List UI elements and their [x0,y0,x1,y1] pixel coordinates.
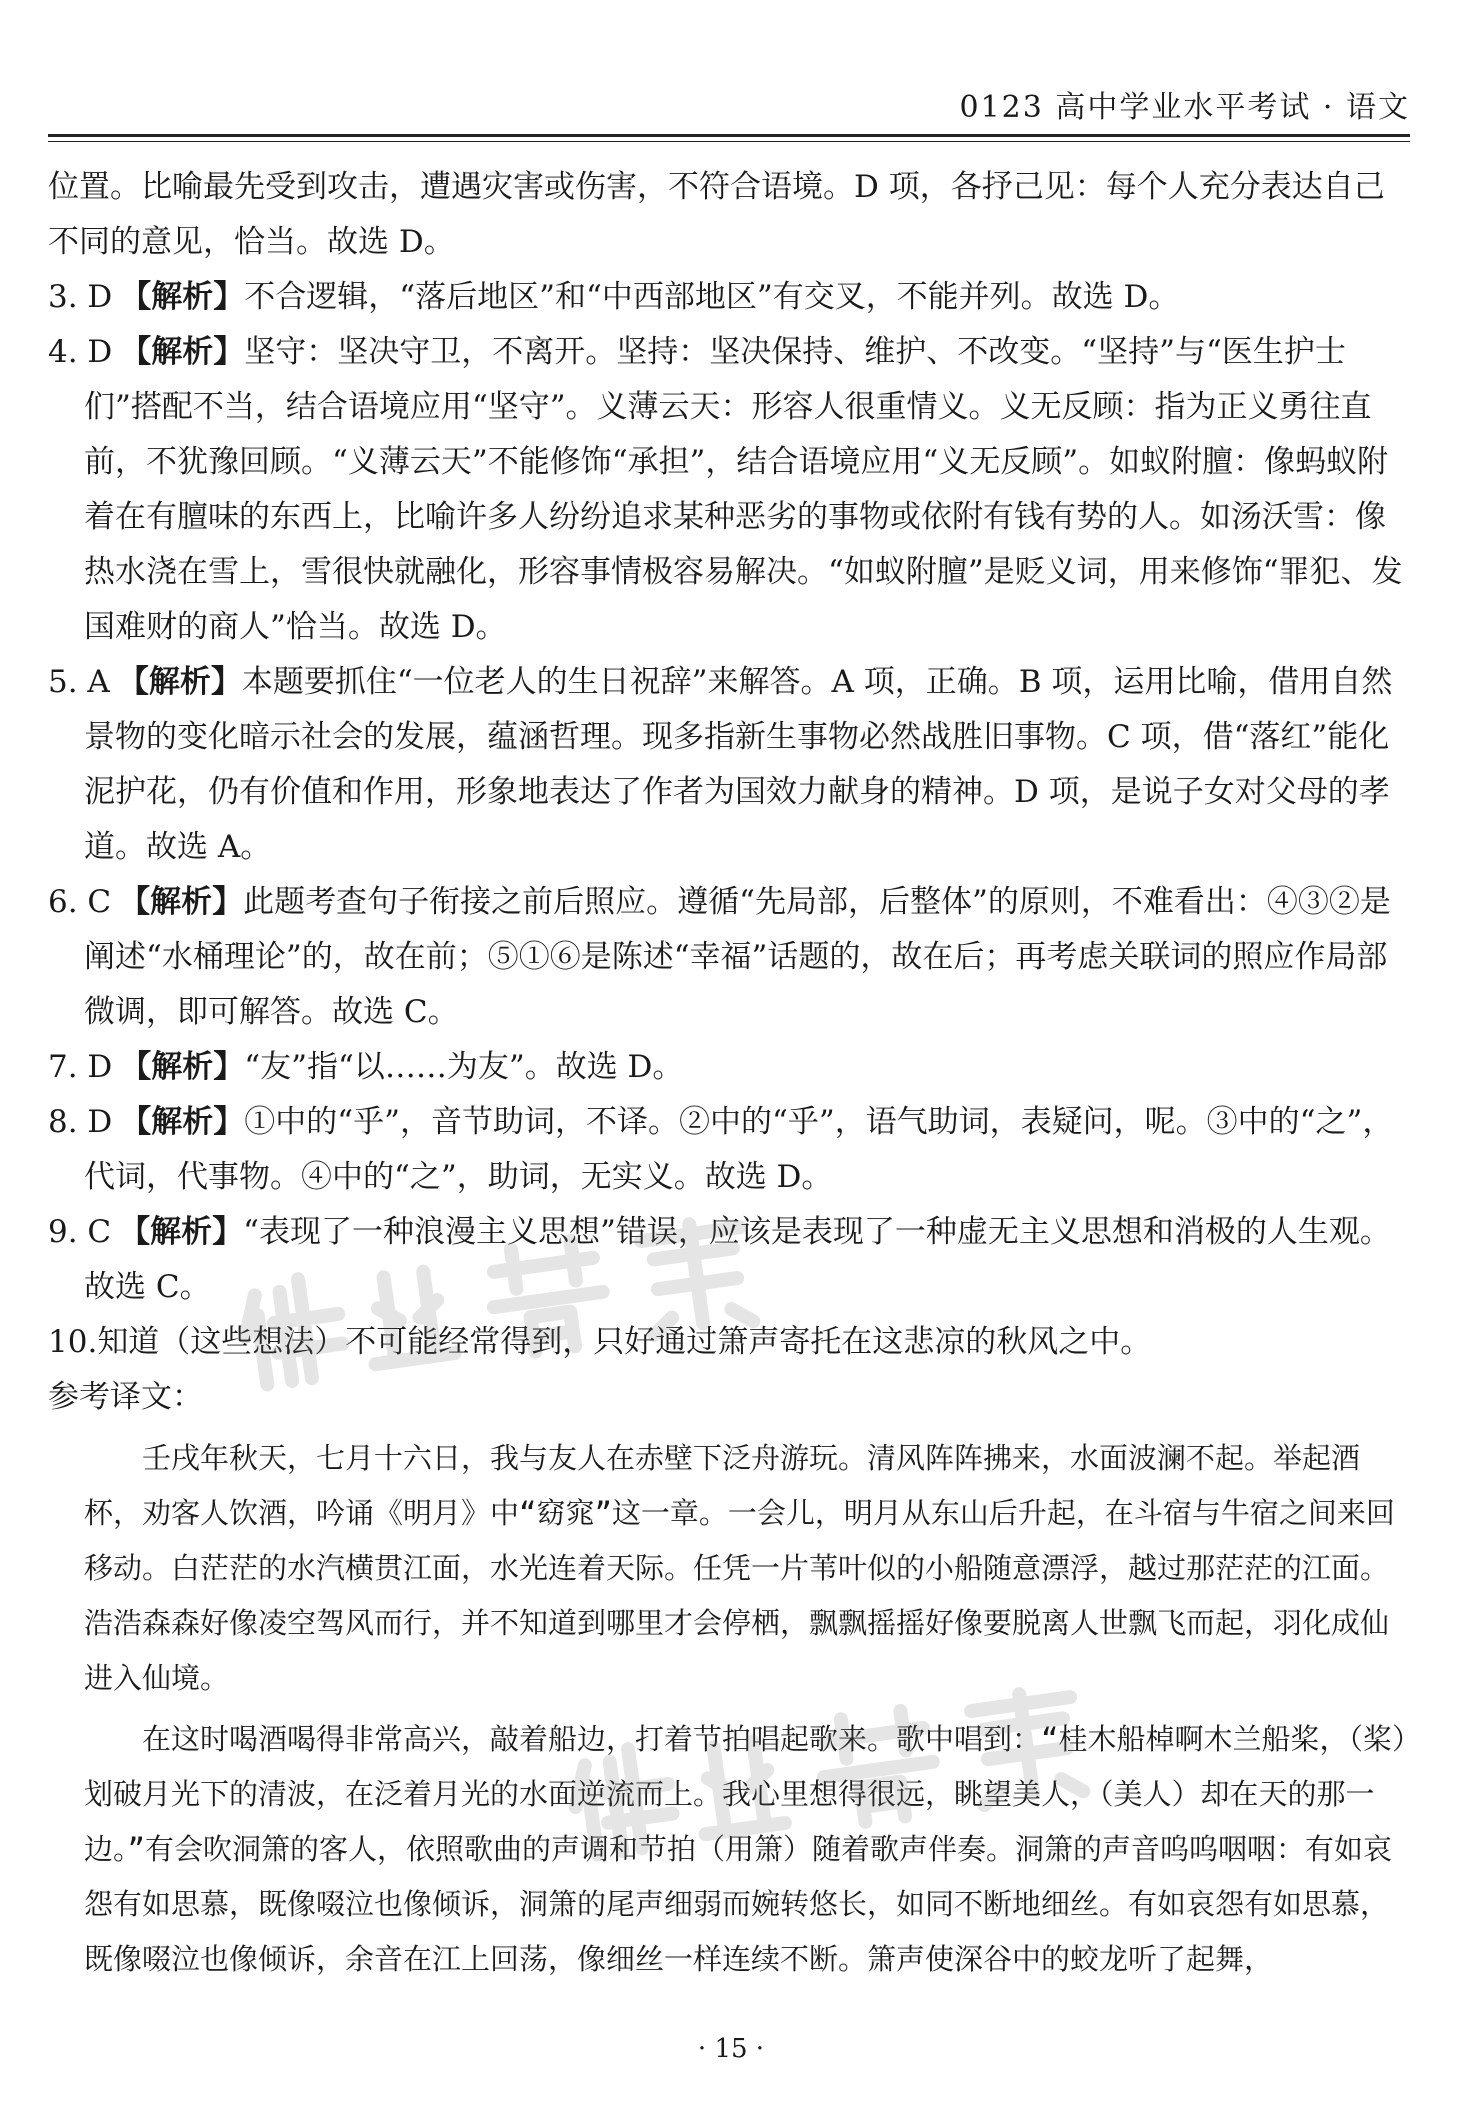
answer-number: 6. C [48,884,112,920]
translation-paragraph: 在这时喝酒喝得非常高兴，敲着船边，打着节拍唱起歌来。歌中唱到：“桂木船棹啊木兰船桨，（桨）划破月光下的清波，在泛着月光的水面逆流而上。我心里想得很远，眺望美人，（美人）却在天的那一边。”有会吹洞箫的客人，依照歌曲的声调和节拍（用箫）随着歌声伴奏。洞箫的声音呜呜咽咽：有如哀怨有如思慕，既像啜泣也像倾诉，洞箫的尾声细弱而婉转悠长，如同不断地细丝。有如哀怨有如思慕，既像啜泣也像倾诉，余音在江上回荡，像细丝一样连续不断。箫声使深谷中的蛟龙听了起舞， [84,1722,1407,1976]
answer-item-5 [48,655,1410,875]
translation-paragraph: 壬戌年秋天，七月十六日，我与友人在赤壁下泛舟游玩。清风阵阵拂来，水面波澜不起。举起酒杯，劝客人饮酒，吟诵《明月》中“窈窕”这一章。一会儿，明月从东山后升起，在斗宿与牛宿之间来回移动。白茫茫的水汽横贯江面，水光连着天际。任凭一片苇叶似的小船随意漂浮，越过那茫茫的江面。浩浩森森好像凌空驾风而行，并不知道到哪里才会停栖，飘飘摇摇好像要脱离人世飘飞而起，羽化成仙进入仙境。 [84,1441,1395,1695]
answer-number: 4. D [48,334,113,370]
answer-text: “表现了一种浪漫主义思想”错误，应该是表现了一种虚无主义思想和消极的人生观。故选 C。 [84,1214,1391,1305]
answer-text: “友”指“以……为友”。故选 D。 [244,1049,684,1085]
answer-item-3 [48,270,1410,325]
header-rule-thin [48,141,1410,142]
answer-number: 3. D [48,279,113,315]
answer-item-7 [48,1040,1410,1095]
analysis-tag: 【解析】 [120,1049,245,1085]
analysis-tag: 【解析】 [119,884,244,920]
answer-number: 8. D [48,1104,113,1140]
answer-item-6 [48,875,1410,1040]
analysis-tag: 【解析】 [119,1214,244,1250]
answer-item-10 [48,1315,1410,1370]
analysis-tag: 【解析】 [120,279,245,315]
answer-text: ①中的“乎”，音节助词，不译。②中的“乎”，语气助词，表疑问，呢。③中的“之”，代词，代事物。④中的“之”，助词，无实义。故选 D。 [84,1104,1394,1195]
answer-item-9 [48,1205,1410,1315]
answer-text: 坚守：坚决守卫，不离开。坚持：坚决保持、维护、不改变。“坚持”与“医生护士们”搭配不当，结合语境应用“坚守”。义薄云天：形容人很重情义。义无反顾：指为正义勇往直前，不犹豫回顾。“义薄云天”不能修饰“承担”，结合语境应用“义无反顾”。如蚁附膻：像蚂蚁附着在有膻味的东西上，比喻许多人纷纷追求某种恶劣的事物或依附有钱有势的人。如汤沃雪：像热水浇在雪上，雪很快就融化，形容事情极容易解决。“如蚁附膻”是贬义词，用来修饰“罪犯、发国难财的商人”恰当。故选 D。 [84,334,1403,645]
answer-number: 9. C [48,1214,112,1250]
analysis-tag: 【解析】 [120,334,245,370]
analysis-tag: 【解析】 [117,664,242,700]
answer-number: 5. A [48,664,110,700]
page-number: · 15 · [697,2034,765,2064]
answer-text: 本题要抓住“一位老人的生日祝辞”来解答。A 项，正确。B 项，运用比喻，借用自然景物的变化暗示社会的发展，蕴涵哲理。现多指新生事物必然战胜旧事物。C 项，借“落红”能化泥护花，仍有价值和作用，形象地表达了作者为国效力献身的精神。D 项，是说子女对父母的孝道。故选 A。 [84,664,1393,865]
answer-item-8 [48,1095,1410,1205]
answer-number: 7. D [48,1049,113,1085]
answer-item-4 [48,325,1410,655]
answer-number: 10. [48,1324,98,1360]
analysis-tag: 【解析】 [120,1104,245,1140]
page-header: 0123 高中学业水平考试 · 语文 [959,90,1410,125]
header-rule-thick [48,134,1410,137]
reference-translation-title: 参考译文： [48,1379,203,1415]
answer-content [48,160,1410,1987]
answer-text: 知道（这些想法）不可能经常得到，只好通过箫声寄托在这悲凉的秋风之中。 [97,1324,1152,1360]
continuation-text: 位置。比喻最先受到攻击，遭遇灾害或伤害，不符合语境。D 项，各抒己见：每个人充分表达自己不同的意见，恰当。故选 D。 [48,169,1385,260]
answer-text: 此题考查句子衔接之前后照应。遵循“先局部，后整体”的原则，不难看出：④③②是阐述“水桶理论”的，故在前；⑤①⑥是陈述“幸福”话题的，故在后；再考虑关联词的照应作局部微调，即可解答。故选 C。 [84,884,1391,1030]
answer-text: 不合逻辑，“落后地区”和“中西部地区”有交叉，不能并列。故选 D。 [244,279,1180,315]
